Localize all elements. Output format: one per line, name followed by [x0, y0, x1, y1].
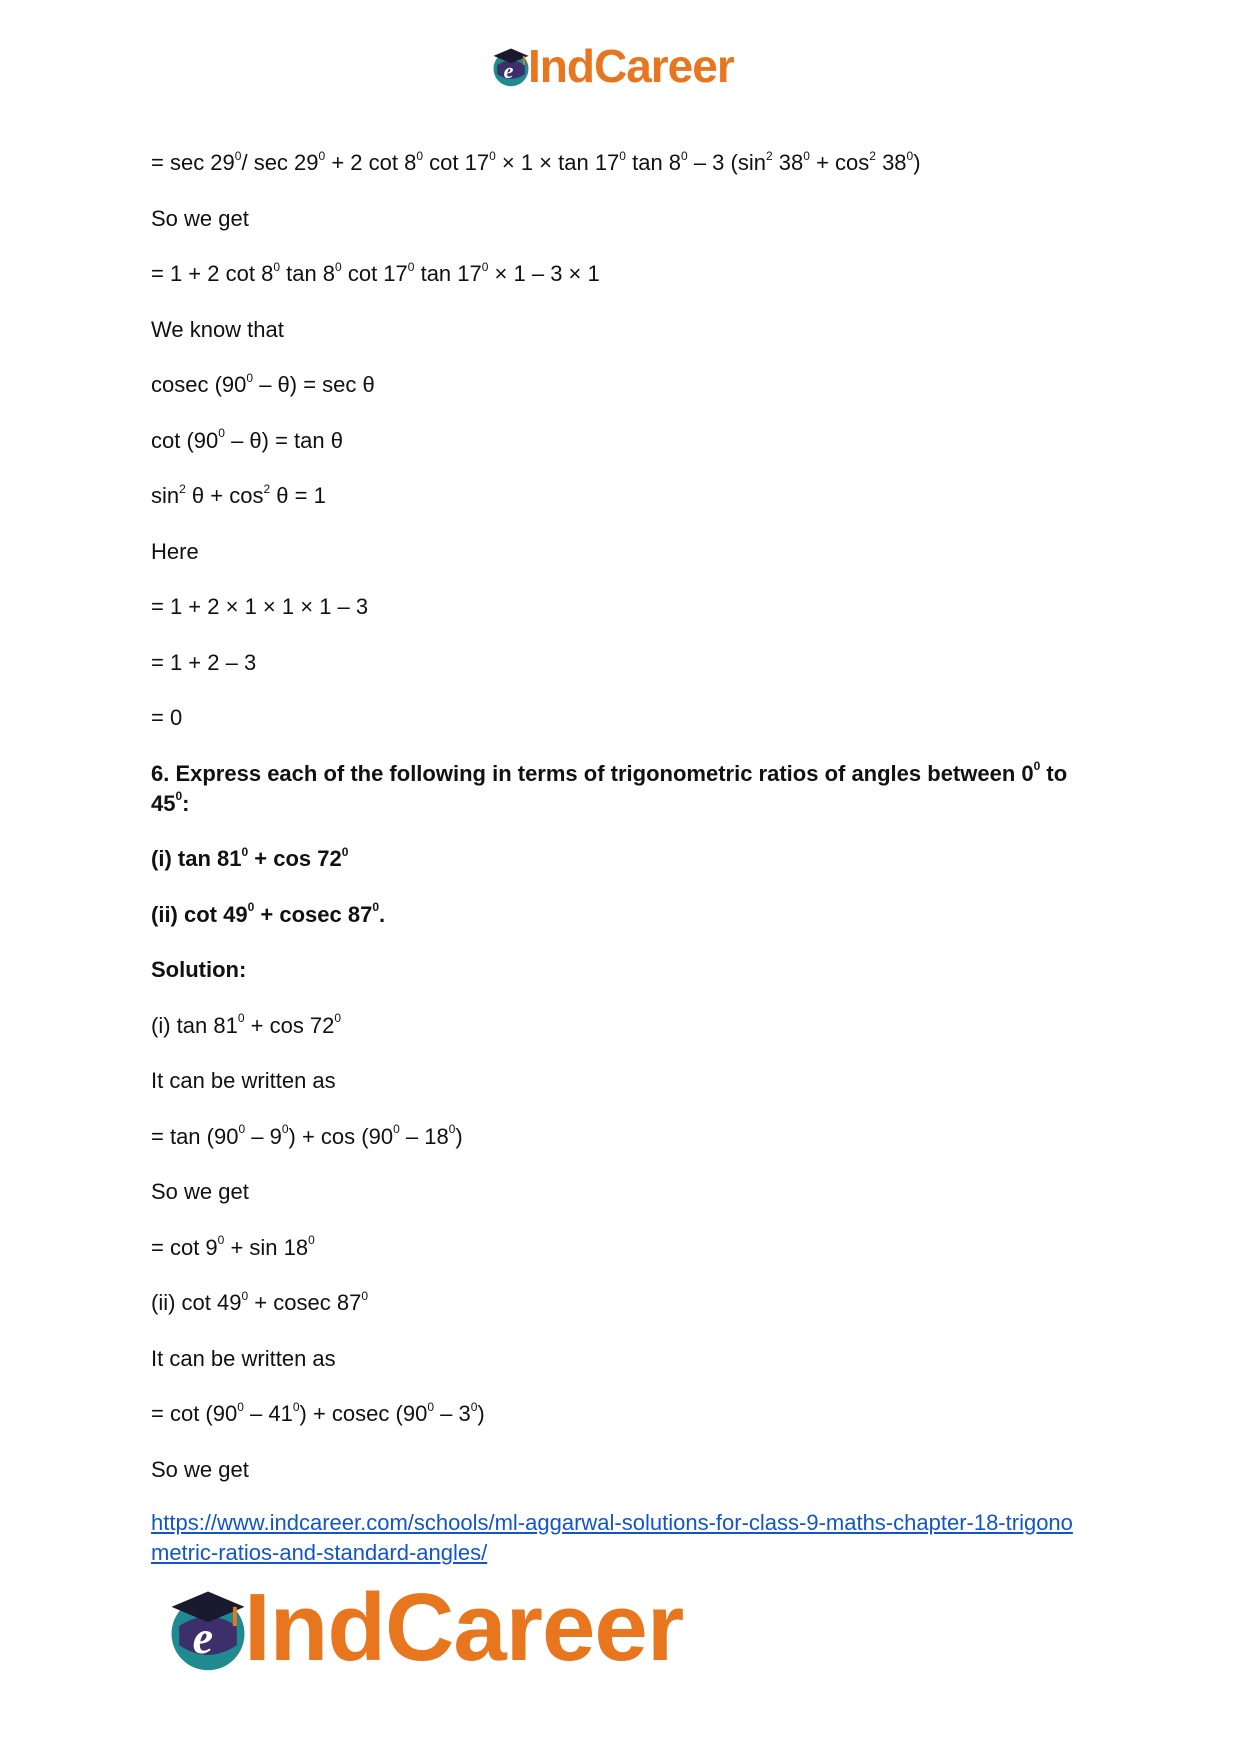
logo-e-glyph: e — [192, 1611, 214, 1663]
solution-line: It can be written as — [151, 1345, 336, 1371]
solution-line: = $\cot 9^0 + \sin 18^0$ — [151, 1233, 315, 1260]
solution-line: = 1 + 2 × 1 × 1 × 1 – 3 — [151, 594, 369, 619]
solution-line: = $\tan (90^0 - 9^0) + \cos (90^0 - 18^0)$ — [151, 1122, 463, 1149]
header-logo — [488, 40, 734, 92]
solution-line: (ii) $\cot 49^0 + cosec$ $87^0$ — [151, 1288, 368, 1315]
logo-e-glyph: e — [503, 57, 514, 83]
solution-line: So we get — [151, 1179, 249, 1204]
solution-line: It can be written as — [151, 1068, 336, 1093]
solution-line: = 0 — [151, 705, 183, 730]
footer-logo — [160, 1574, 684, 1681]
solution-line: $\sin^2 \theta + \cos^2 \theta = 1$ — [151, 481, 326, 508]
document-body — [151, 148, 1091, 1568]
solution-line: Here — [151, 538, 199, 564]
source-link[interactable]: https://www.indcareer.com/schools/ml-aggarwal-solutions-for-class-9-maths-chapter-18-trigonometric-ratios-and-standard-angles/ — [151, 1510, 1073, 1565]
question-line: (ii) $\cot 49^0 + cosec$ $87^0$. — [151, 900, 386, 927]
solution-line: So we get — [151, 205, 249, 231]
question-line: 6. Express each of the following in terms of trigonometric ratios of angles between $0^0$ to $45^0$: — [151, 759, 1068, 816]
solution-line: We know that — [151, 316, 284, 342]
solution-line: $\cot (90^0 - \theta) = \tan \theta$ — [151, 426, 343, 453]
brand-name: IndCareer — [244, 1574, 684, 1681]
question-line: (i) $\tan 81^0 + \cos 72^0$ — [151, 844, 349, 871]
brand-name: IndCareer — [528, 40, 734, 92]
solution-line: = 1 + 2 – 3 — [151, 649, 257, 675]
solution-line: (i) $\tan 81^0 + \cos 72^0$ — [151, 1011, 342, 1038]
solution-line: = 1 + 2 $\cot 8^0$ $\tan 8^0$ $\cot 17^0$ $\tan 17^0 \times 1 - 3 \times 1$ — [151, 259, 600, 286]
solution-line: = $\cot (90^0 - 41^0) + cosec$ $(90^0 - 3^0)$ — [151, 1399, 485, 1426]
solution-line: So we get — [151, 1456, 249, 1482]
solution-line: cosec $(90^0 - \theta) = \sec \theta$ — [151, 370, 375, 397]
graduation-globe-icon — [160, 1580, 256, 1676]
question-line: Solution: — [151, 957, 247, 982]
solution-line: = $\sec 29^0/$ $\sec 29^0 + 2$ $\cot 8^0$ $\cot 17^0 \times 1 \times \tan 17^0$ $\tan 8^0 - 3$ ($\sin^2$ $38^0 + \cos^2 38^0$) — [151, 148, 921, 175]
